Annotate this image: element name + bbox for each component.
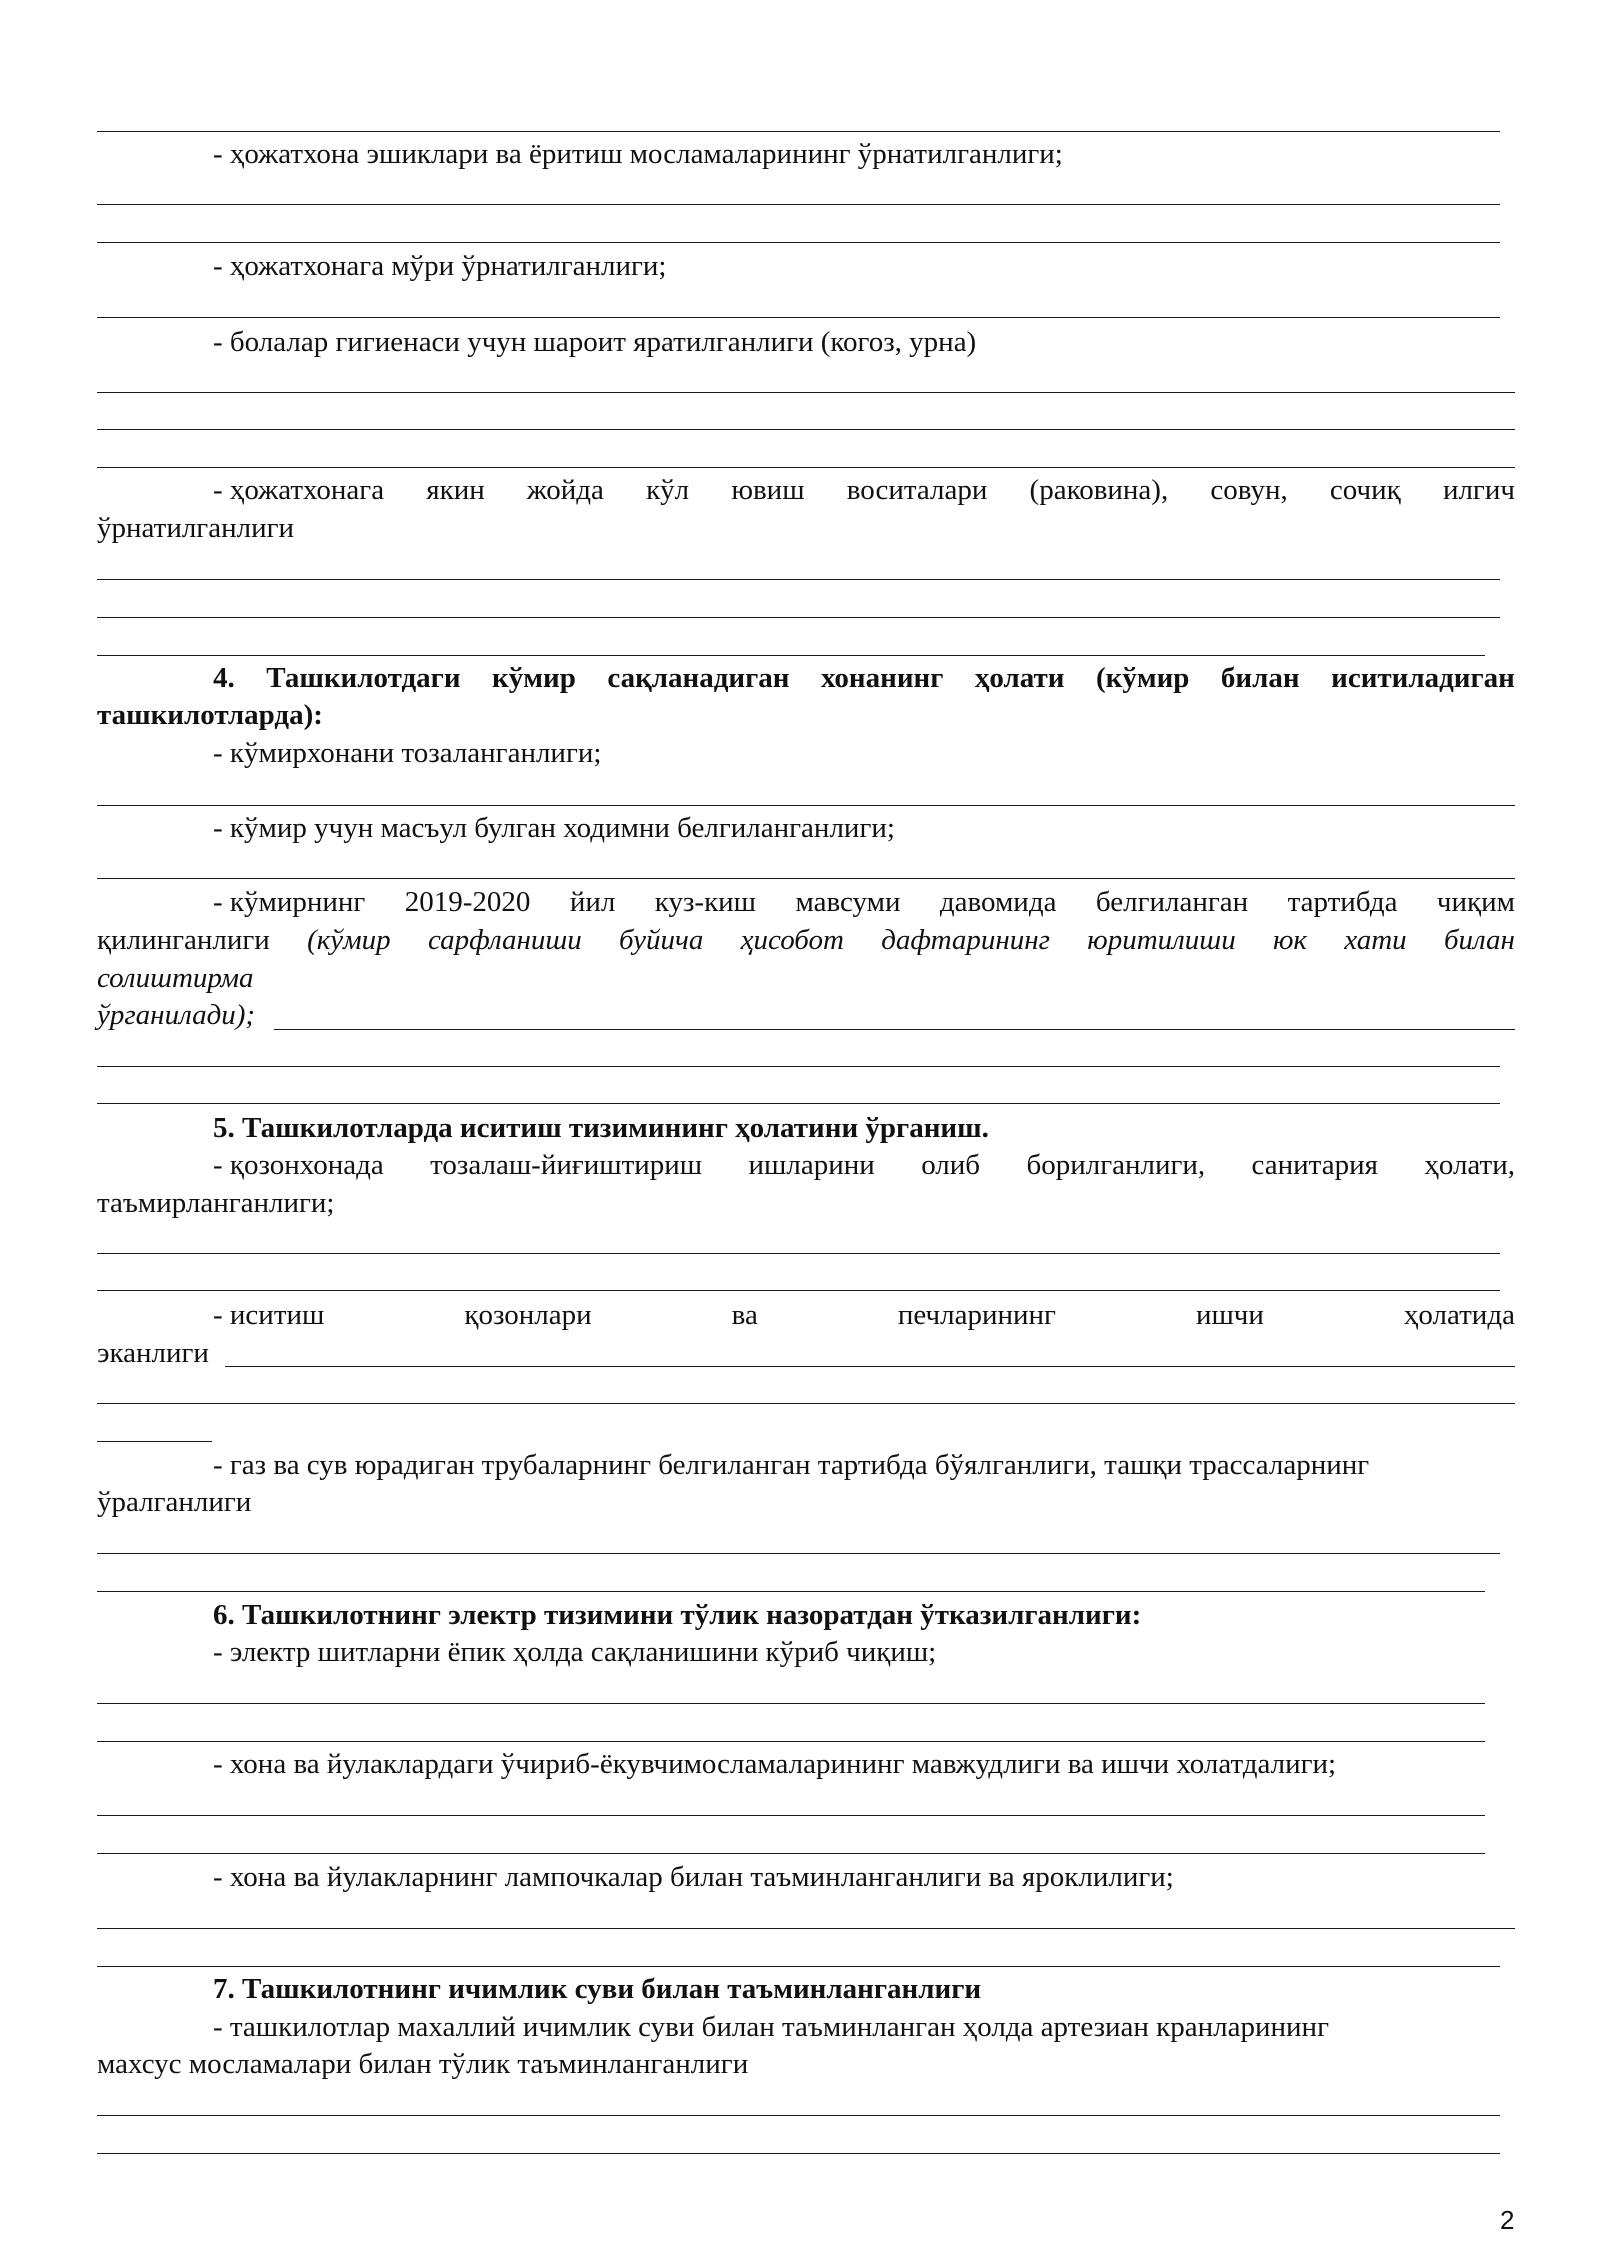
fill-line (225, 1366, 1515, 1367)
item-heaters-line1: - иситиш қозонлари ва печларининг ишчи ҳолатида (213, 1299, 1515, 1331)
item-coal-usage-line1: - кўмирнинг 2019-2020 йил куз-киш мавсуми давомида белгиланган тартибда чиқим (213, 886, 1515, 918)
item-coal-usage-line2: қилинганлиги (кўмир сарфланиши буйича ҳисобот дафтарининг юритилиши юк хати билан (97, 924, 1515, 956)
fill-line (97, 655, 1485, 656)
fill-line (97, 429, 1515, 430)
item-wc-chimney: - ҳожатхонага мўри ўрнатилганлиги; (213, 250, 667, 282)
item-switches: - хона ва йулаклардаги ўчириб-ёкувчимосламаларининг мавжудлиги ва ишчи холатдалиги; (213, 1748, 1337, 1780)
fill-line (97, 1253, 1500, 1254)
item-heaters-line2: эканлиги (97, 1337, 209, 1369)
item-pipes-line1: - газ ва сув юрадиган трубаларнинг белгиланган тартибда бўялганлиги, ташқи трассаларнинг (213, 1449, 1370, 1481)
fill-line (97, 1290, 1500, 1291)
fill-line (97, 1553, 1500, 1554)
item-water-line1: - ташкилотлар махаллий ичимлик суви билан таъминланган ҳолда артезиан кранларининг (213, 2011, 1329, 2043)
fill-line (97, 467, 1515, 468)
fill-line (97, 392, 1515, 393)
item-coal-usage-line4: ўрганилади); (97, 999, 256, 1031)
fill-line (97, 1741, 1485, 1742)
item-pipes-line2: ўралганлиги (97, 1486, 252, 1518)
section-7-heading: 7. Ташкилотнинг ичимлик суви билан таъминланганлиги (213, 1973, 982, 2005)
fill-line (97, 2153, 1500, 2154)
fill-line (274, 1029, 1515, 1030)
item-coal-clean: - кўмирхонани тозаланганлиги; (213, 737, 602, 769)
section-6-heading: 6. Ташкилотнинг электр тизимини тўлик назоратдан ўтказилганлиги: (213, 1599, 1142, 1631)
fill-line (97, 2115, 1500, 2116)
item-boiler-line2: таъмирланганлиги; (97, 1187, 335, 1219)
item-handwash-line1: - ҳожатхонага якин жойда кўл ювиш воситалари (раковина), совун, сочиқ илгич (213, 474, 1515, 506)
item-child-hygiene: - болалар гигиенаси учун шароит яратилганлиги (когоз, урна) (213, 326, 977, 358)
fill-line (97, 617, 1500, 618)
item-electric-panels: - электр шитларни ёпик ҳолда сақланишини кўриб чиқиш; (213, 1636, 937, 1668)
fill-line (97, 1441, 212, 1442)
fill-line (97, 317, 1500, 318)
section-5-heading: 5. Ташкилотларда иситиш тизимининг ҳолатини ўрганиш. (213, 1112, 989, 1144)
fill-line (97, 242, 1500, 243)
item-coal-usage-line3: солиштирма (97, 962, 254, 994)
fill-line (97, 1853, 1485, 1854)
fill-line (97, 1591, 1485, 1592)
fill-line (97, 1103, 1500, 1104)
item-water-line2: махсус мосламалари билан тўлик таъминланганлиги (97, 2048, 749, 2080)
item-lamps: - хона ва йулакларнинг лампочкалар билан таъминланганлиги ва яроклилиги; (213, 1861, 1174, 1893)
fill-line (97, 805, 1515, 806)
fill-line (97, 1966, 1500, 1967)
fill-line (97, 579, 1500, 580)
item-coal-responsible: - кўмир учун масъул булган ходимни белгиланганлиги; (213, 812, 895, 844)
section-4-heading-cont: ташкилотларда): (97, 699, 323, 731)
fill-line (97, 131, 1500, 132)
fill-line (97, 1066, 1500, 1067)
fill-line (97, 204, 1500, 205)
item-handwash-line2: ўрнатилганлиги (97, 512, 294, 544)
fill-line (97, 1815, 1485, 1816)
fill-line (97, 1403, 1515, 1404)
fill-line (97, 1928, 1515, 1929)
section-4-heading: 4. Ташкилотдаги кўмир сақланадиган хонанинг ҳолати (кўмир билан иситиладиган (213, 662, 1515, 694)
fill-line (97, 1703, 1485, 1704)
page-number: 2 (1500, 2205, 1515, 2235)
item-wc-doors: - ҳожатхона эшиклари ва ёритиш мосламаларининг ўрнатилганлиги; (213, 138, 1063, 170)
item-boiler-line1: - қозонхонада тозалаш-йиғиштириш ишларини олиб борилганлиги, санитария ҳолати, (213, 1149, 1515, 1181)
fill-line (97, 878, 1515, 879)
